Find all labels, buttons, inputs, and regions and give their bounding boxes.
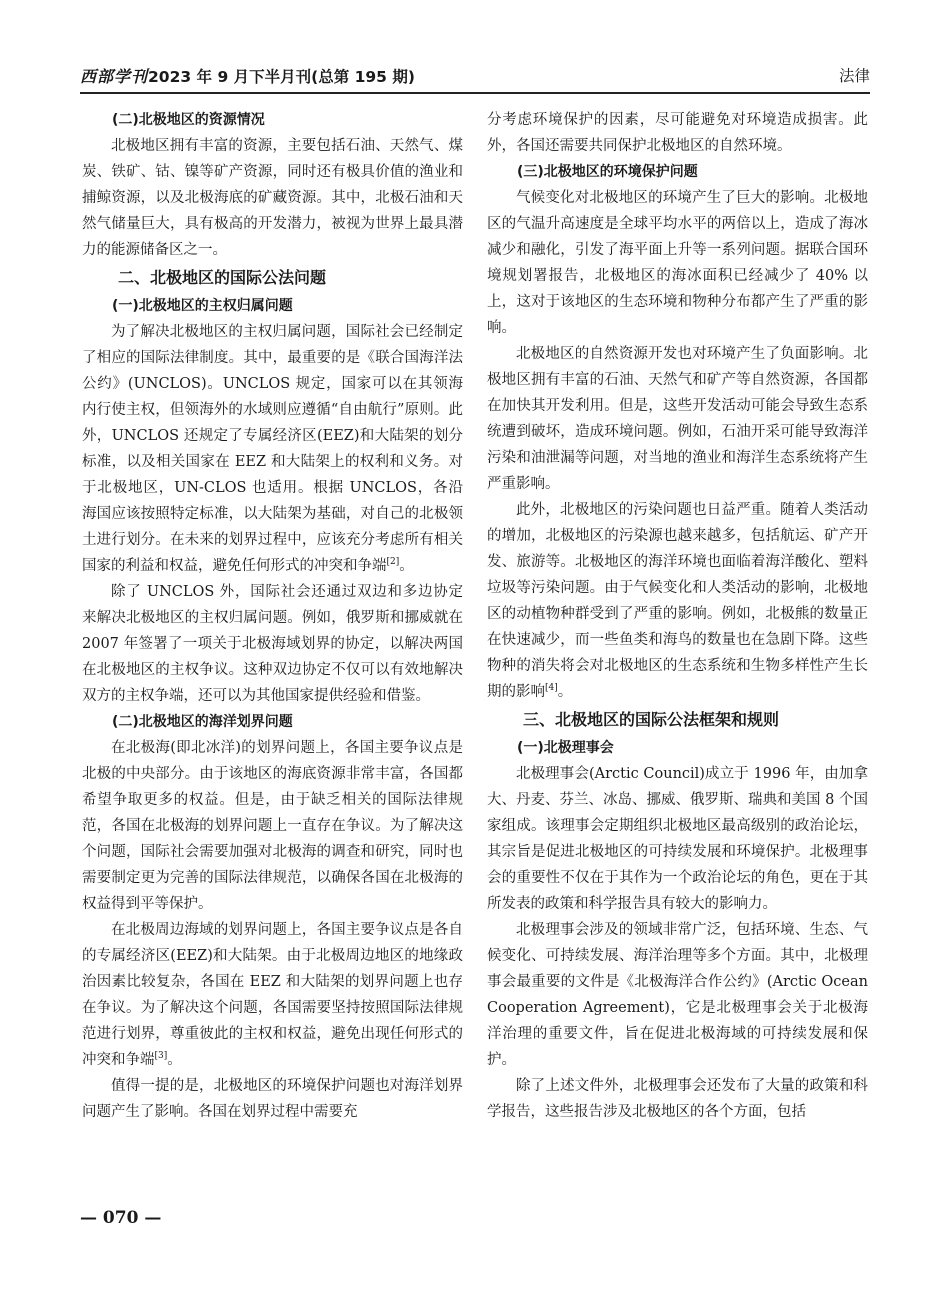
paragraph-bilateral: 除了 UNCLOS 外，国际社会还通过双边和多边协定来解决北极地区的主权归属问题。例如，俄罗斯和挪威就在 2007 年签署了一项关于北极海域划界的协定，以解决两国在北极地区的主权争议。这种双边协定不仅可以有效地解决双方的主权争端，还可以为其他国家提供经验和借鉴。	[82, 584, 463, 704]
section-heading-3: 三、北极地区的国际公法框架和规则	[523, 710, 780, 729]
paragraph-reports: 除了上述文件外，北极理事会还发布了大量的政策和科学报告，这些报告涉及北极地区的各个方面，包括	[487, 1078, 868, 1120]
paragraph-resource-dev: 北极地区的自然资源开发也对环境产生了负面影响。北极地区拥有丰富的石油、天然气和矿产等自然资源，各国都在加快其开发利用。但是，这些开发活动可能会导致生态系统遭到破坏，造成环境问题。例如，石油开采可能导致海洋污染和油泄漏等问题，对当地的渔业和海洋生态系统将产生严重影响。	[487, 346, 868, 492]
subheading-boundary: (二)北极地区的海洋划界问题	[112, 714, 293, 730]
paragraph-continued: 分考虑环境保护的因素，尽可能避免对环境造成损害。此外，各国还需要共同保护北极地区的自然环境。	[487, 112, 868, 154]
subheading-resources: (二)北极地区的资源情况	[112, 112, 265, 128]
paragraph-council: 北极理事会(Arctic Council)成立于 1996 年，由加拿大、丹麦、芬兰、冰岛、挪威、俄罗斯、瑞典和美国 8 个国家组成。该理事会定期组织北极地区最高级别的政治论坛，其宗旨是促进北极地区的可持续发展和环境保护。北极理事会的重要性不仅在于其作为一个政治论坛的角色，更在于其所发表的政策和科学报告具有较大的影响力。	[487, 766, 868, 912]
citation-2: [2]	[386, 557, 400, 568]
paragraph-unclos-text: 为了解决北极地区的主权归属问题，国际社会已经制定了相应的国际法律制度。其中，最重要的是《联合国海洋法公约》(UNCLOS)。UNCLOS 规定，国家可以在其领海内行使主权，但领海外的水域则应遵循“自由航行”原则。此外，UNCLOS 还规定了专属经济区(EEZ)和大陆架的划分标准，以及相关国家在 EEZ 和大陆架上的权利和义务。对于北极地区，UN-CLOS 也适用。根据 UNCLOS，各沿海国应该按照特定标准，以大陆架为基础，对自己的北极领土进行划分。在未来的划界过程中，应该充分考虑所有相关国家的利益和权益，避免任何形式的冲突和争端	[82, 324, 463, 574]
page-number: — 070 —	[80, 1208, 162, 1228]
header-left	[80, 64, 415, 87]
paragraph-climate: 气候变化对北极地区的环境产生了巨大的影响。北极地区的气温升高速度是全球平均水平的两倍以上，造成了海冰减少和融化，引发了海平面上升等一系列问题。据联合国环境规划署报告，北极地区的海冰面积已经减少了 40% 以上，这对于该地区的生态环境和物种分布都产生了严重的影响。	[487, 190, 868, 336]
paragraph-peripheral: 在北极周边海域的划界问题上，各国主要争议点是各自的专属经济区(EEZ)和大陆架。由于北极周边地区的地缘政治因素比较复杂，各国在 EEZ 和大陆架的划界问题上也存在争议。为了解决这个问题，各国需要坚持按照国际法律规范进行划界，尊重彼此的主权和权益，避免出现任何形式的冲突和争端[3]。	[82, 922, 463, 1068]
section-label: 法律	[838, 67, 870, 85]
subheading-environment: (三)北极地区的环境保护问题	[517, 164, 698, 180]
section-heading-2: 二、北极地区的国际公法问题	[118, 268, 327, 287]
issue-info: 2023 年 9 月下半月刊(总第 195 期)	[148, 68, 415, 86]
citation-3: [3]	[154, 1051, 168, 1062]
paragraph-resources: 北极地区拥有丰富的资源，主要包括石油、天然气、煤炭、铁矿、钴、镍等矿产资源，同时还有极具价值的渔业和捕鲸资源，以及北极海底的矿藏资源。其中，北极石油和天然气储量巨大，具有极高的开发潜力，被视为世界上最具潜力的能源储备区之一。	[82, 138, 463, 258]
subheading-sovereignty: (一)北极地区的主权归属问题	[112, 298, 293, 314]
paragraph-fields: 北极理事会涉及的领域非常广泛，包括环境、生态、气候变化、可持续发展、海洋治理等多个方面。其中，北极理事会最重要的文件是《北极海洋合作公约》(Arctic Ocean Cooperation Agreement)，它是北极理事会关于北极海洋治理的重要文件，旨在促进北极海域的可持续发展和保护。	[487, 922, 868, 1068]
journal-logo: 西部学刊	[80, 67, 149, 86]
citation-4: [4]	[545, 683, 558, 694]
paragraph-arctic-sea: 在北极海(即北冰洋)的划界问题上，各国主要争议点是北极的中央部分。由于该地区的海底资源非常丰富，各国都希望争取更多的权益。但是，由于缺乏相关的国际法律规范，各国在北极海的划界问题上一直存在争议。为了解决这个问题，国际社会需要加强对北极海的调查和研究，同时也需要制定更为完善的国际法律规范，以确保各国在北极海的权益得到平等保护。	[82, 740, 463, 912]
page-header	[80, 62, 870, 90]
left-column	[82, 107, 463, 1125]
paragraph-pollution-text: 此外，北极地区的污染问题也日益严重。随着人类活动的增加，北极地区的污染源也越来越多，包括航运、矿产开发、旅游等。北极地区的海洋环境也面临着海洋酸化、塑料垃圾等污染问题。由于气候变化和人类活动的影响，北极地区的动植物种群受到了严重的影响。例如，北极熊的数量正在快速减少，而一些鱼类和海鸟的数量也在急剧下降。这些物种的消失将会对北极地区的生态系统和生物多样性产生长期的影响	[487, 502, 868, 700]
header-rule	[80, 92, 870, 94]
subheading-council: (一)北极理事会	[517, 740, 614, 756]
paragraph-peripheral-text: 在北极周边海域的划界问题上，各国主要争议点是各自的专属经济区(EEZ)和大陆架。由于北极周边地区的地缘政治因素比较复杂，各国在 EEZ 和大陆架的划界问题上也存在争议。为了解决这个问题，各国需要坚持按照国际法律规范进行划界，尊重彼此的主权和权益，避免出现任何形式的冲突和争端	[82, 922, 463, 1068]
right-column	[487, 107, 868, 1125]
paragraph-unclos: 为了解决北极地区的主权归属问题，国际社会已经制定了相应的国际法律制度。其中，最重要的是《联合国海洋法公约》(UNCLOS)。UNCLOS 规定，国家可以在其领海内行使主权，但领海外的水域则应遵循“自由航行”原则。此外，UNCLOS 还规定了专属经济区(EEZ)和大陆架的划分标准，以及相关国家在 EEZ 和大陆架上的权利和义务。对于北极地区，UN-CLOS 也适用。根据 UNCLOS，各沿海国应该按照特定标准，以大陆架为基础，对自己的北极领土进行划分。在未来的划界过程中，应该充分考虑所有相关国家的利益和权益，避免任何形式的冲突和争端[2]。	[82, 324, 463, 574]
paragraph-env-note: 值得一提的是，北极地区的环境保护问题也对海洋划界问题产生了影响。各国在划界过程中需要充	[82, 1078, 463, 1120]
paragraph-pollution: 此外，北极地区的污染问题也日益严重。随着人类活动的增加，北极地区的污染源也越来越多，包括航运、矿产开发、旅游等。北极地区的海洋环境也面临着海洋酸化、塑料垃圾等污染问题。由于气候变化和人类活动的影响，北极地区的动植物种群受到了严重的影响。例如，北极熊的数量正在快速减少，而一些鱼类和海鸟的数量也在急剧下降。这些物种的消失将会对北极地区的生态系统和生物多样性产生长期的影响[4]。	[487, 502, 868, 700]
